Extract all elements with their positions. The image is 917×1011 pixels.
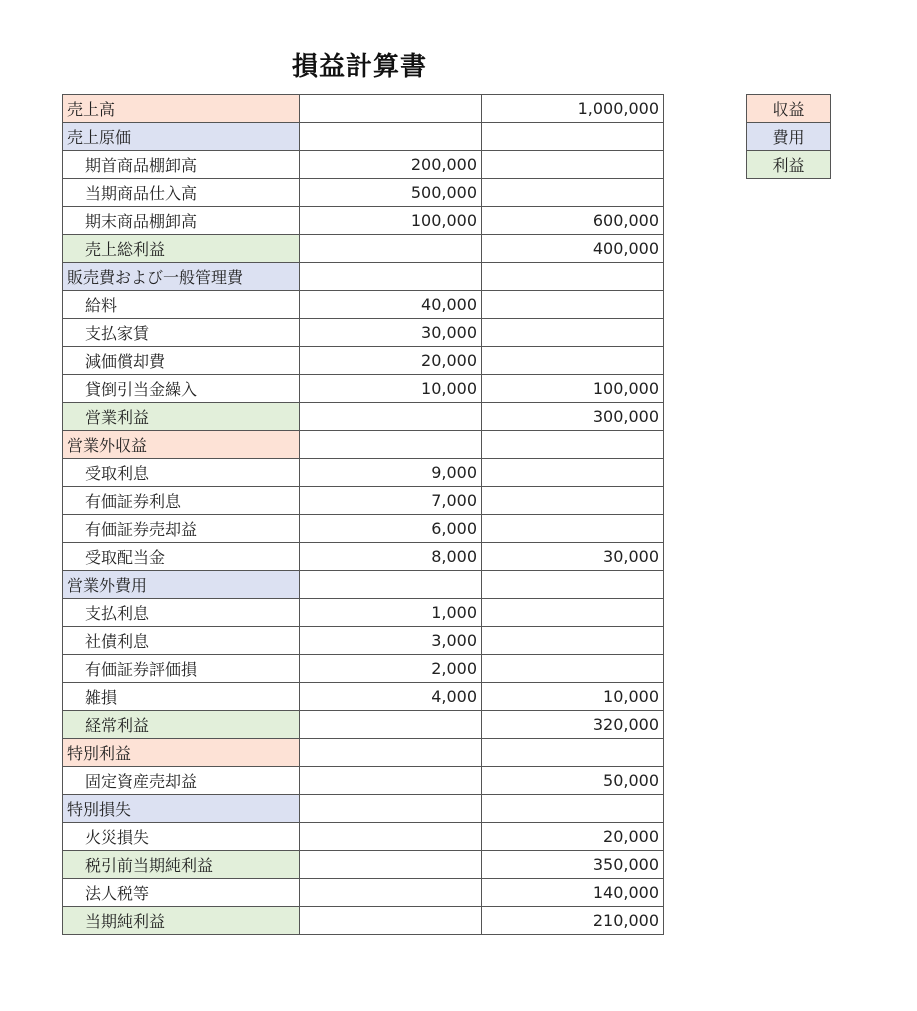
total-amount-cell[interactable]: 600,000 xyxy=(482,207,664,235)
row-label[interactable]: 当期商品仕入高 xyxy=(63,179,300,207)
total-amount-cell[interactable] xyxy=(482,263,664,291)
row-label[interactable]: 火災損失 xyxy=(63,823,300,851)
row-label[interactable]: 支払家賃 xyxy=(63,319,300,347)
detail-amount-cell[interactable] xyxy=(300,123,482,151)
table-row xyxy=(63,795,664,823)
total-amount-cell[interactable] xyxy=(482,431,664,459)
total-amount-cell[interactable]: 140,000 xyxy=(482,879,664,907)
detail-amount-cell[interactable]: 40,000 xyxy=(300,291,482,319)
detail-amount-cell[interactable] xyxy=(300,823,482,851)
row-label[interactable]: 支払利息 xyxy=(63,599,300,627)
table-row xyxy=(63,95,664,123)
detail-amount-cell[interactable]: 500,000 xyxy=(300,179,482,207)
detail-amount-cell[interactable] xyxy=(300,851,482,879)
detail-amount-cell[interactable]: 6,000 xyxy=(300,515,482,543)
row-label[interactable]: 期末商品棚卸高 xyxy=(63,207,300,235)
legend-table xyxy=(746,94,831,179)
total-amount-cell[interactable] xyxy=(482,599,664,627)
total-amount-cell[interactable] xyxy=(482,627,664,655)
table-row xyxy=(63,235,664,263)
detail-amount-cell[interactable] xyxy=(300,235,482,263)
table-row xyxy=(63,347,664,375)
detail-amount-cell[interactable]: 4,000 xyxy=(300,683,482,711)
detail-amount-cell[interactable]: 20,000 xyxy=(300,347,482,375)
row-label[interactable]: 期首商品棚卸高 xyxy=(63,151,300,179)
total-amount-cell[interactable] xyxy=(482,515,664,543)
row-label[interactable]: 固定資産売却益 xyxy=(63,767,300,795)
legend-profit[interactable]: 利益 xyxy=(747,151,831,179)
legend-row xyxy=(747,151,831,179)
table-row xyxy=(63,431,664,459)
total-amount-cell[interactable] xyxy=(482,179,664,207)
legend-revenue[interactable]: 収益 xyxy=(747,95,831,123)
legend-row xyxy=(747,123,831,151)
total-amount-cell[interactable] xyxy=(482,347,664,375)
table-row xyxy=(63,123,664,151)
table-row xyxy=(63,403,664,431)
table-row xyxy=(63,291,664,319)
page-title: 損益計算書 xyxy=(292,52,428,82)
table-row xyxy=(63,767,664,795)
row-label[interactable]: 当期純利益 xyxy=(63,907,300,935)
row-label[interactable]: 営業利益 xyxy=(63,403,300,431)
row-label[interactable]: 売上原価 xyxy=(63,123,300,151)
legend-expense[interactable]: 費用 xyxy=(747,123,831,151)
total-amount-cell[interactable]: 20,000 xyxy=(482,823,664,851)
row-label[interactable]: 受取利息 xyxy=(63,459,300,487)
table-row xyxy=(63,515,664,543)
row-label[interactable]: 雑損 xyxy=(63,683,300,711)
table-row xyxy=(63,319,664,347)
detail-amount-cell[interactable] xyxy=(300,431,482,459)
table-row xyxy=(63,823,664,851)
table-row xyxy=(63,851,664,879)
total-amount-cell[interactable] xyxy=(482,739,664,767)
row-label[interactable]: 営業外費用 xyxy=(63,571,300,599)
row-label[interactable]: 社債利息 xyxy=(63,627,300,655)
table-row xyxy=(63,627,664,655)
detail-amount-cell[interactable] xyxy=(300,767,482,795)
row-label[interactable]: 減価償却費 xyxy=(63,347,300,375)
detail-amount-cell[interactable] xyxy=(300,711,482,739)
row-label[interactable]: 給料 xyxy=(63,291,300,319)
total-amount-cell[interactable] xyxy=(482,459,664,487)
total-amount-cell[interactable] xyxy=(482,291,664,319)
row-label[interactable]: 売上高 xyxy=(63,95,300,123)
total-amount-cell[interactable] xyxy=(482,571,664,599)
total-amount-cell[interactable] xyxy=(482,655,664,683)
detail-amount-cell[interactable] xyxy=(300,95,482,123)
row-label[interactable]: 販売費および一般管理費 xyxy=(63,263,300,291)
table-row xyxy=(63,571,664,599)
row-label[interactable]: 特別損失 xyxy=(63,795,300,823)
table-row xyxy=(63,375,664,403)
table-row xyxy=(63,207,664,235)
row-label[interactable]: 税引前当期純利益 xyxy=(63,851,300,879)
total-amount-cell[interactable] xyxy=(482,795,664,823)
row-label[interactable]: 受取配当金 xyxy=(63,543,300,571)
detail-amount-cell[interactable]: 2,000 xyxy=(300,655,482,683)
row-label[interactable]: 有価証券評価損 xyxy=(63,655,300,683)
detail-amount-cell[interactable]: 1,000 xyxy=(300,599,482,627)
row-label[interactable]: 貸倒引当金繰入 xyxy=(63,375,300,403)
row-label[interactable]: 経常利益 xyxy=(63,711,300,739)
row-label[interactable]: 有価証券売却益 xyxy=(63,515,300,543)
table-row xyxy=(63,739,664,767)
detail-amount-cell[interactable] xyxy=(300,403,482,431)
table-row xyxy=(63,599,664,627)
table-row xyxy=(63,179,664,207)
table-row xyxy=(63,151,664,179)
total-amount-cell[interactable]: 50,000 xyxy=(482,767,664,795)
detail-amount-cell[interactable] xyxy=(300,795,482,823)
detail-amount-cell[interactable] xyxy=(300,263,482,291)
detail-amount-cell[interactable] xyxy=(300,571,482,599)
table-row xyxy=(63,543,664,571)
detail-amount-cell[interactable]: 7,000 xyxy=(300,487,482,515)
row-label[interactable]: 売上総利益 xyxy=(63,235,300,263)
detail-amount-cell[interactable] xyxy=(300,907,482,935)
table-row xyxy=(63,487,664,515)
table-row xyxy=(63,655,664,683)
detail-amount-cell[interactable]: 10,000 xyxy=(300,375,482,403)
table-row xyxy=(63,879,664,907)
total-amount-cell[interactable]: 210,000 xyxy=(482,907,664,935)
row-label[interactable]: 営業外収益 xyxy=(63,431,300,459)
total-amount-cell[interactable] xyxy=(482,123,664,151)
table-row xyxy=(63,907,664,935)
total-amount-cell[interactable]: 10,000 xyxy=(482,683,664,711)
income-statement-table xyxy=(62,94,664,935)
legend-row xyxy=(747,95,831,123)
detail-amount-cell[interactable]: 200,000 xyxy=(300,151,482,179)
row-label[interactable]: 有価証券利息 xyxy=(63,487,300,515)
detail-amount-cell[interactable]: 3,000 xyxy=(300,627,482,655)
detail-amount-cell[interactable]: 30,000 xyxy=(300,319,482,347)
table-row xyxy=(63,459,664,487)
row-label[interactable]: 特別利益 xyxy=(63,739,300,767)
total-amount-cell[interactable] xyxy=(482,151,664,179)
table-row xyxy=(63,263,664,291)
total-amount-cell[interactable]: 400,000 xyxy=(482,235,664,263)
detail-amount-cell[interactable]: 9,000 xyxy=(300,459,482,487)
total-amount-cell[interactable]: 30,000 xyxy=(482,543,664,571)
table-row xyxy=(63,683,664,711)
row-label[interactable]: 法人税等 xyxy=(63,879,300,907)
detail-amount-cell[interactable]: 8,000 xyxy=(300,543,482,571)
total-amount-cell[interactable] xyxy=(482,487,664,515)
total-amount-cell[interactable]: 300,000 xyxy=(482,403,664,431)
detail-amount-cell[interactable] xyxy=(300,879,482,907)
detail-amount-cell[interactable] xyxy=(300,739,482,767)
total-amount-cell[interactable]: 100,000 xyxy=(482,375,664,403)
table-row xyxy=(63,711,664,739)
detail-amount-cell[interactable]: 100,000 xyxy=(300,207,482,235)
total-amount-cell[interactable]: 320,000 xyxy=(482,711,664,739)
total-amount-cell[interactable]: 350,000 xyxy=(482,851,664,879)
total-amount-cell[interactable]: 1,000,000 xyxy=(482,95,664,123)
total-amount-cell[interactable] xyxy=(482,319,664,347)
